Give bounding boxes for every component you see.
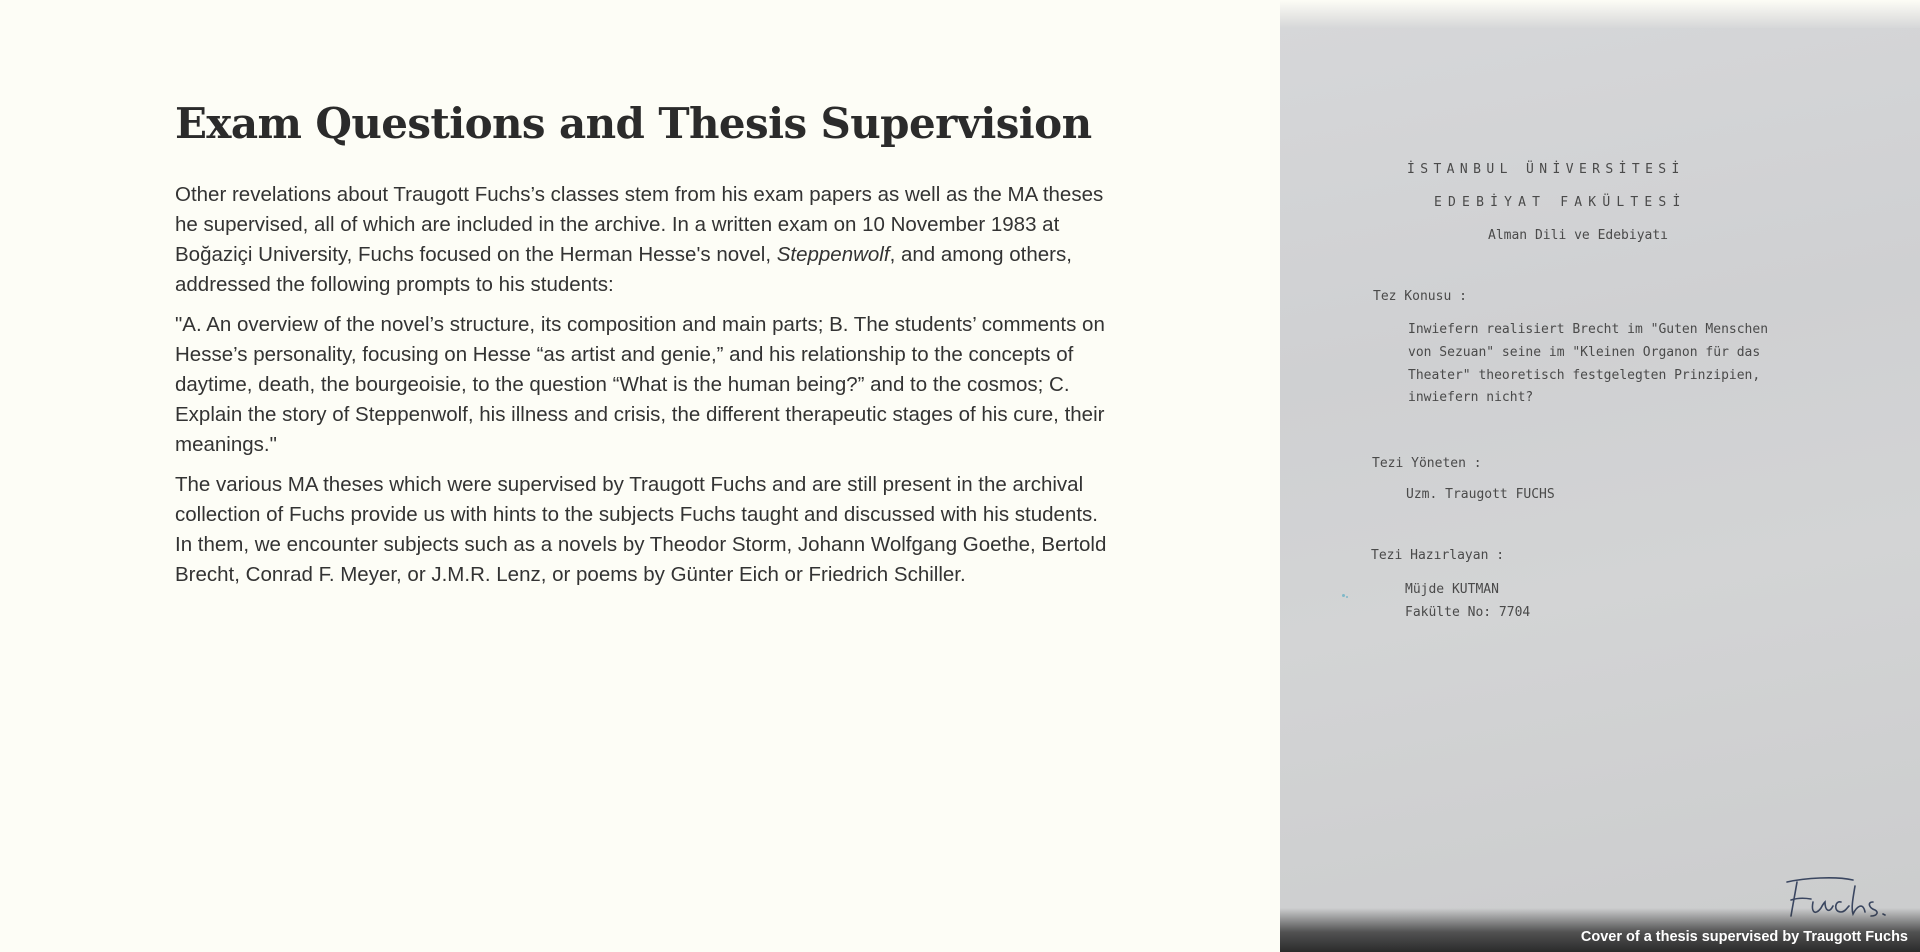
figure-panel	[1280, 0, 1920, 952]
scan-supervisor: Uzm. Traugott FUCHS	[1406, 487, 1555, 502]
ink-speck	[1342, 594, 1345, 597]
paragraph-exam	[175, 180, 1107, 300]
figure-caption: Cover of a thesis supervised by Traugott Fuchs	[1580, 929, 1908, 945]
scan-topic-label: Tez Konusu :	[1373, 289, 1467, 304]
scan-supervisor-label: Tezi Yöneten :	[1372, 456, 1482, 471]
paragraph-exam-text-start: Other revelations about Traugott Fuchs’s classes stem from his exam papers as well as the MA theses he supervised, all of which are included in the archive. In a written exam on 10 November 1983 at Boğaziçi University, Fuchs focused on the Herman Hesse's novel,	[175, 183, 1104, 266]
scan-topic-line: inwiefern nicht?	[1408, 390, 1534, 405]
paragraph-exam-prompts: "A. An overview of the novel’s structure, its composition and main parts; B. The students’ comments on Hesse’s personality, focusing on Hesse “as artist and genie,” and his relationship to the concepts of daytime, death, the bourgeoisie, to the question “What is the human being?” and to the cosmos; C. Explain the story of Steppenwolf, his illness and crisis, the different therapeutic stages of his cure, their meanings."	[175, 313, 1105, 456]
article	[175, 96, 1107, 590]
scan-department: Alman Dili ve Edebiyatı	[1488, 228, 1669, 243]
scan-faculty: EDEBİYAT FAKÜLTESİ	[1434, 195, 1687, 210]
thesis-cover-scan	[1280, 20, 1920, 952]
scan-faculty-number: Fakülte No: 7704	[1405, 605, 1531, 620]
scan-university: İSTANBUL ÜNİVERSİTESİ	[1407, 162, 1685, 177]
scan-author: Müjde KUTMAN	[1405, 582, 1499, 597]
caption-bar	[1280, 908, 1920, 952]
figure-top-shade	[1280, 0, 1920, 28]
scan-topic-line: Inwiefern realisiert Brecht im "Guten Menschen	[1408, 322, 1769, 337]
ink-speck	[1346, 596, 1348, 598]
page-title: Exam Questions and Thesis Supervision	[175, 99, 1092, 148]
paragraph-exam-text-end: , and among others, addressed the following prompts to his students:	[175, 243, 1072, 296]
scan-topic-line: Theater" theoretisch festgelegten Prinzipien,	[1408, 368, 1761, 383]
novel-title: Steppenwolf	[776, 243, 890, 266]
paragraph-theses: The various MA theses which were supervised by Traugott Fuchs and are still present in the archival collection of Fuchs provide us with hints to the subjects Fuchs taught and discussed with his students. In them, we encounter subjects such as a novels by Theodor Storm, Johann Wolfgang Goethe, Bertold Brecht, Conrad F. Meyer, or J.M.R. Lenz, or poems by Günter Eich or Friedrich Schiller.	[175, 473, 1107, 586]
scan-topic-line: von Sezuan" seine im "Kleinen Organon für das	[1408, 345, 1761, 360]
scan-author-label: Tezi Hazırlayan :	[1371, 548, 1505, 563]
